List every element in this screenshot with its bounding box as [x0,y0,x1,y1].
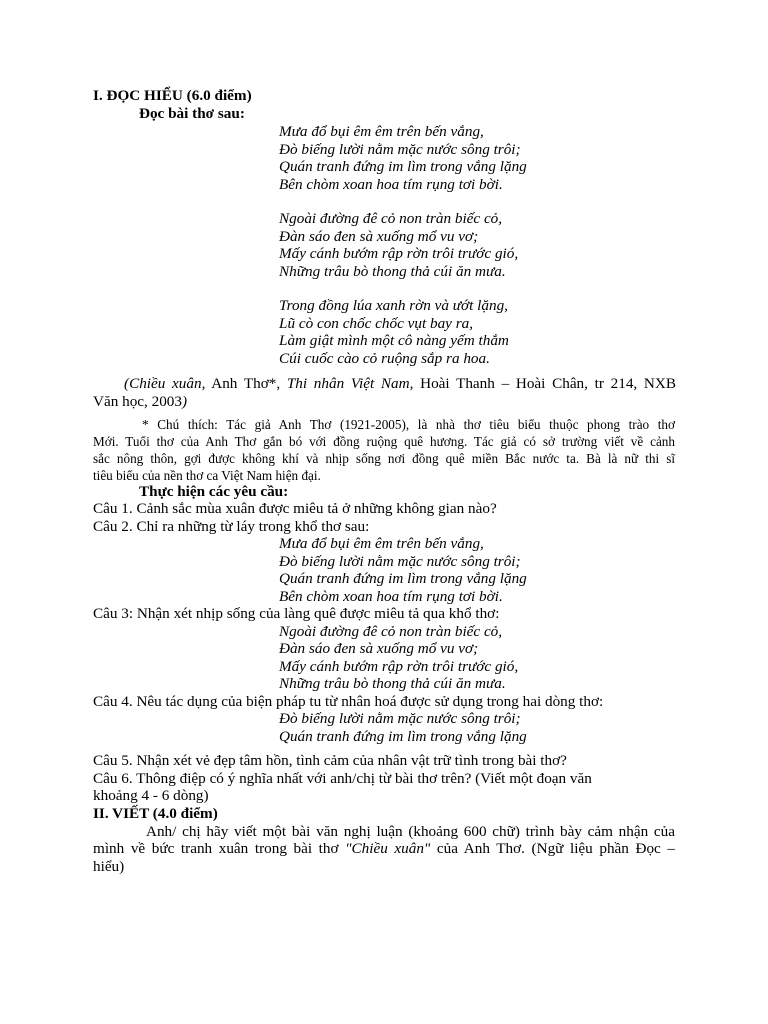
question-3: Câu 3: Nhận xét nhịp sống của làng quê được miêu tả qua khổ thơ: [93,605,500,622]
question-1: Câu 1. Cảnh sắc mùa xuân được miêu tả ở những không gian nào? [93,500,497,517]
excerpt-line: Bên chòm xoan hoa tím rụng tơi bời. [279,588,503,605]
excerpt-line: Đàn sáo đen sà xuống mổ vu vơ; [279,640,479,657]
poem-line: Đàn sáo đen sà xuống mổ vu vơ; [279,228,479,245]
citation-author: Anh Thơ*, [205,375,287,392]
poem-line: Lũ cò con chốc chốc vụt bay ra, [279,315,474,332]
requirements-heading: Thực hiện các yêu cầu: [139,483,289,500]
excerpt-line: Những trâu bò thong thả cúi ăn mưa. [279,675,506,692]
writing-task-text: của Anh Thơ. (Ngữ liệu phần Đọc – [430,840,675,857]
question-4: Câu 4. Nêu tác dụng của biện pháp tu từ nhân hoá được sử dụng trong hai dòng thơ: [93,693,604,710]
citation-close-paren: ) [182,393,188,410]
poem-line: Trong đồng lúa xanh rờn và ướt lặng, [279,297,508,314]
question-5: Câu 5. Nhận xét vẻ đẹp tâm hồn, tình cảm của nhân vật trữ tình trong bài thơ? [93,752,567,769]
poem-line: Bên chòm xoan hoa tím rụng tơi bời. [279,176,503,193]
poem-line: Làm giật mình một cô nàng yếm thắm [279,332,509,349]
question-6: Câu 6. Thông điệp có ý nghĩa nhất với anh/chị từ bài thơ trên? (Viết một đoạn văn [93,770,592,787]
footnote-line: tiêu biểu của nền thơ ca Việt Nam hiện đại. [93,468,321,483]
excerpt-line: Đò biếng lười nằm mặc nước sông trôi; [279,710,521,727]
poem-line: Đò biếng lười nằm mặc nước sông trôi; [279,141,521,158]
footnote-line: Mới. Tuổi thơ của Anh Thơ gắn bó với đồng ruộng quê hương. Tác giả có sở trường viết về cảnh [93,434,675,449]
excerpt-line: Ngoài đường đê cỏ non tràn biếc cỏ, [279,623,503,640]
question-2: Câu 2. Chỉ ra những từ láy trong khổ thơ sau: [93,518,370,535]
citation-publisher: Hoài Thanh – Hoài Chân, tr 214, NXB [413,375,676,392]
poem-line: Cúi cuốc cào cỏ ruộng sắp ra hoa. [279,350,490,367]
footnote-line: * Chú thích: Tác giả Anh Thơ (1921-2005), là nhà thơ tiêu biểu thuộc phong trào thơ [142,417,675,432]
writing-task-line3: hiểu) [93,858,125,875]
writing-task-poem-title: "Chiều xuân" [345,840,431,857]
footnote-line: sắc nông thôn, gợi được không khí và nhịp sống nơi đồng quê miền Bắc nước ta. Bà là nữ thi sĩ [93,451,675,466]
citation-book: Thi nhân Việt Nam, [286,375,414,392]
part2-heading: II. VIẾT (4.0 điểm) [93,805,218,822]
excerpt-line: Mưa đổ bụi êm êm trên bến vắng, [279,535,484,552]
excerpt-line: Đò biếng lười nằm mặc nước sông trôi; [279,553,521,570]
excerpt-line: Quán tranh đứng im lìm trong vắng lặng [279,728,527,745]
poem-line: Quán tranh đứng im lìm trong vắng lặng [279,158,527,175]
source-citation-line1 [124,376,676,391]
read-instruction: Đọc bài thơ sau: [139,105,245,122]
writing-task-line1: Anh/ chị hãy viết một bài văn nghị luận (khoảng 600 chữ) trình bày cảm nhận của [146,823,675,840]
citation-poem-title: Chiều xuân, [129,375,206,392]
poem-line: Ngoài đường đê cỏ non tràn biếc cỏ, [279,210,503,227]
citation-year: Văn học, 2003 [93,393,182,410]
excerpt-line: Quán tranh đứng im lìm trong vắng lặng [279,570,527,587]
poem-line: Mấy cánh bướm rập rờn trôi trước gió, [279,245,519,262]
excerpt-line: Mấy cánh bướm rập rờn trôi trước gió, [279,658,519,675]
poem-line: Những trâu bò thong thả cúi ăn mưa. [279,263,506,280]
poem-line: Mưa đổ bụi êm êm trên bến vắng, [279,123,484,140]
part1-heading: I. ĐỌC HIỂU (6.0 điểm) [93,87,252,104]
writing-task-text: mình về bức tranh xuân trong bài thơ [93,840,346,857]
source-citation-line2 [93,394,187,409]
writing-task-line2 [93,841,675,856]
question-6-continued: khoảng 4 - 6 dòng) [93,787,209,804]
citation-open-paren: ( [124,375,130,392]
